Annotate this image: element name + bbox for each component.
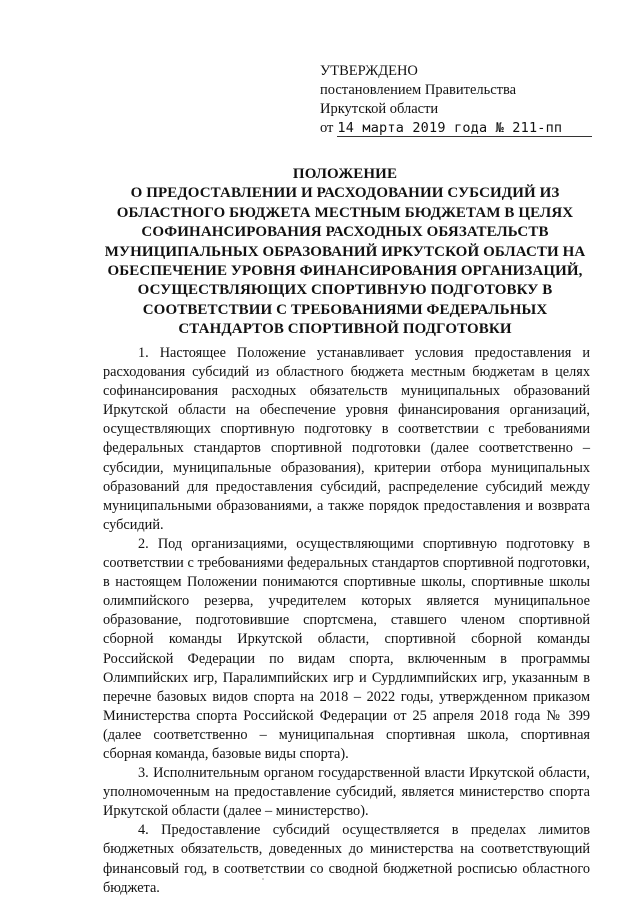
document-title bbox=[100, 165, 590, 340]
title-line: ОБЕСПЕЧЕНИЕ УРОВНЯ ФИНАНСИРОВАНИЯ ОРГАНИЗАЦИЙ, bbox=[107, 263, 583, 280]
paragraph-4: 4. Предоставление субсидий осуществляется в пределах лимитов бюджетных обязательств, доведенных до министерства на соответствующий финансовый год, в соответствии со сводной бюджетной росписью областного бюджета. bbox=[103, 822, 590, 896]
paragraph-1: 1. Настоящее Положение устанавливает условия предоставления и расходования субсидий из областного бюджета местным бюджетам в целях софинансирования расходных обязательств муниципальных образований Иркутской области на обеспечение уровня финансирования организаций, осуществляющих спортивную подготовку в соответствии с требованиями федеральных стандартов спортивной подготовки (далее соответственно – субсидии, муниципальные образования), критерии отбора муниципальных образований для предоставления субсидий, распределение субсидий между муниципальными образованиями, а также порядок предоставления и возврата субсидий. bbox=[103, 345, 590, 533]
paragraph-2: 2. Под организациями, осуществляющими спортивную подготовку в соответствии с требованиями федеральных стандартов спортивной подготовки, в настоящем Положении понимаются спортивные школы, спортивные школы олимпийского резерва, учредителем которых является муниципальное образование, подготовившие спортсмена, ставшего членом спортивной сборной команды Иркутской области, спортивной сборной команды Российской Федерации по видам спорта, включенным в программы Олимпийских игр, Паралимпийских игр и Сурдлимпийских игр, указанным в перечне базовых видов спорта на 2018 – 2022 годы, утвержденном приказом Министерства спорта Российской Федерации от 25 апреля 2018 года № 399 (далее соответственно – муниципальная спортивная школа, спортивная сборная команда, базовые виды спорта). bbox=[103, 535, 590, 762]
approval-date-row bbox=[320, 119, 590, 138]
title-line: МУНИЦИПАЛЬНЫХ ОБРАЗОВАНИЙ ИРКУТСКОЙ ОБЛАСТИ НА bbox=[104, 243, 586, 260]
approval-stamp bbox=[320, 62, 590, 138]
title-line: ОБЛАСТНОГО БЮДЖЕТА МЕСТНЫМ БЮДЖЕТАМ В ЦЕЛЯХ bbox=[116, 204, 574, 221]
approval-date-prefix: от bbox=[320, 120, 334, 136]
approval-line-2: Иркутской области bbox=[320, 101, 439, 117]
approval-line-1: постановлением Правительства bbox=[320, 82, 517, 98]
title-line: ПОЛОЖЕНИЕ bbox=[292, 166, 398, 182]
document-body bbox=[103, 344, 590, 898]
scan-dot bbox=[262, 878, 264, 880]
title-line: О ПРЕДОСТАВЛЕНИИ И РАСХОДОВАНИИ СУБСИДИЙ ИЗ bbox=[130, 185, 560, 202]
paragraph-3: 3. Исполнительным органом государственной власти Иркутской области, уполномоченным на предоставление субсидий, является министерство спорта Иркутской области (далее – министерство). bbox=[103, 765, 590, 820]
title-line: СТАНДАРТОВ СПОРТИВНОЙ ПОДГОТОВКИ bbox=[178, 321, 512, 338]
approval-heading: УТВЕРЖДЕНО bbox=[320, 63, 418, 79]
title-line: СООТВЕТСТВИИ С ТРЕБОВАНИЯМИ ФЕДЕРАЛЬНЫХ bbox=[142, 301, 548, 318]
title-line: СОФИНАНСИРОВАНИЯ РАСХОДНЫХ ОБЯЗАТЕЛЬСТВ bbox=[141, 224, 549, 241]
title-line: ОСУЩЕСТВЛЯЮЩИХ СПОРТИВНУЮ ПОДГОТОВКУ В bbox=[137, 282, 553, 299]
approval-date-value: 14 марта 2019 года № 211-пп bbox=[337, 120, 592, 137]
